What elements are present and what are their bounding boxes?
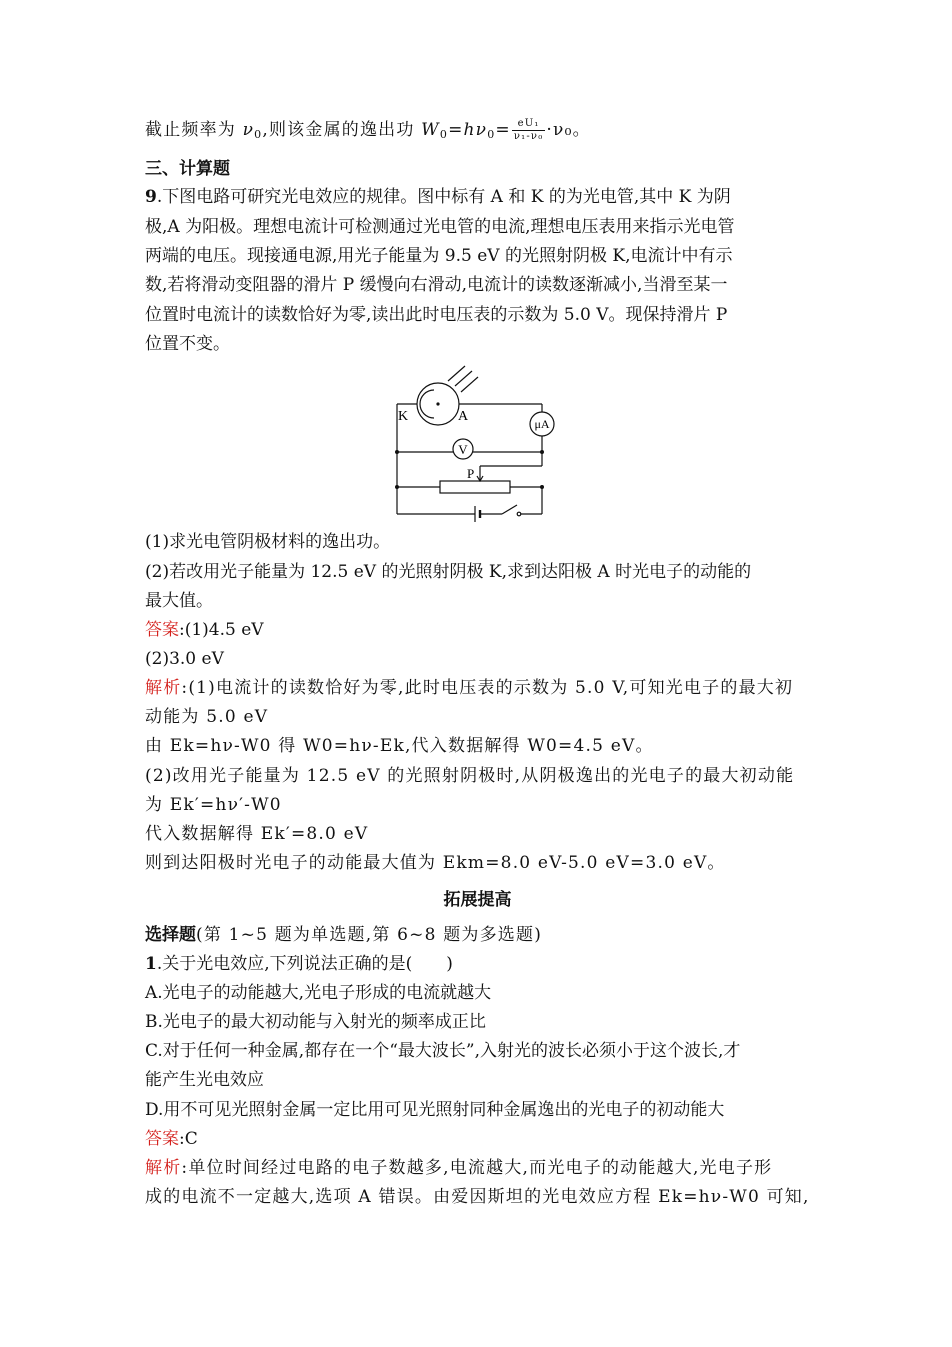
junction-dot <box>540 450 544 454</box>
label-a: A <box>458 409 469 424</box>
switch-contact <box>517 512 521 516</box>
label-voltmeter: V <box>458 442 468 457</box>
option-d: D.用不可见光照射金属一定比用可见光照射同种金属逸出的光电子的初动能大 <box>145 1100 725 1120</box>
label-k: K <box>398 409 409 424</box>
sub-question-1: (1)求光电管阴极材料的逸出功。 <box>145 532 391 552</box>
rheostat <box>440 481 510 493</box>
line-work-function-formula: 截止频率为 $\nu_0$,则该金属的逸出功 $W_0=h\nu_0=$ $\frac{\text{eU₁}}{\text{ν₁-ν₀}}$ ·ν₀。 <box>145 118 591 142</box>
question-9-line-2: 极,A 为阳极。理想电流计可检测通过光电管的电流,理想电压表用来指示光电管 <box>145 217 735 237</box>
anode-dot <box>436 402 439 405</box>
question-number: 9 <box>145 187 157 207</box>
section-title: 三、计算题 <box>145 159 230 178</box>
question-9-line-4: 数,若将滑动变阻器的滑片 P 缓慢向右滑动,电流计的读数逐渐减小,当滑至某一 <box>145 275 728 295</box>
analysis-9-line-7: 则到达阳极时光电子的动能最大值为 Ekm=8.0 eV-5.0 eV=3.0 eV。 <box>145 853 726 873</box>
option-a: A.光电子的动能越大,光电子形成的电流就越大 <box>145 983 492 1003</box>
fraction-denominator: ν₁-ν₀ <box>513 131 544 142</box>
text: :单位时间经过电路的电子数越多,电流越大,而光电子的动能越大,光电子形 <box>181 1158 773 1178</box>
extension-title: 拓展提高 <box>443 890 512 909</box>
junction-dot <box>395 485 399 489</box>
text: :(1)4.5 eV <box>179 620 264 640</box>
text: .下图电路可研究光电效应的规律。图中标有 A 和 K 的为光电管,其中 K 为阴 <box>156 187 731 207</box>
option-b: B.光电子的最大初动能与入射光的频率成正比 <box>145 1012 486 1032</box>
question-9-line-1 <box>145 184 731 210</box>
analysis-9-line-3: 由 Ek=hν-W0 得 W0=hν-Ek,代入数据解得 W0=4.5 eV。 <box>145 736 654 756</box>
analysis-1-line-1 <box>145 1155 772 1181</box>
heading-text: 选择题 <box>145 925 196 944</box>
text: .关于光电效应,下列说法正确的是( ) <box>156 954 453 974</box>
fraction-numerator: eU₁ <box>512 118 546 131</box>
label-microammeter: μA <box>534 417 550 431</box>
text: 截止频率为 <box>145 120 243 140</box>
analysis-label: 解析 <box>145 678 182 698</box>
label-p: P <box>467 466 475 481</box>
text: ν₀。 <box>553 120 591 140</box>
fraction <box>512 118 546 143</box>
junction-dot <box>395 450 399 454</box>
cathode-arc <box>420 390 434 418</box>
junction-dot <box>540 485 544 489</box>
question-9-line-3: 两端的电压。现接通电源,用光子能量为 9.5 eV 的光照射阴极 K,电流计中有示 <box>145 246 733 266</box>
sub-question-2-line-1: (2)若改用光子能量为 12.5 eV 的光照射阴极 K,求到达阳极 A 时光电子的动能的 <box>145 562 752 582</box>
analysis-label: 解析 <box>145 1158 182 1178</box>
analysis-9-line-6: 代入数据解得 Ek′=8.0 eV <box>145 824 369 844</box>
question-9-line-5: 位置时电流计的读数恰好为零,读出此时电压表的示数为 5.0 V。现保持滑片 P <box>145 305 728 325</box>
question-number: 1 <box>145 954 157 974</box>
option-c-line-2: 能产生光电效应 <box>145 1070 264 1090</box>
multiple-choice-heading <box>145 922 542 948</box>
sub-question-2-line-2: 最大值。 <box>145 591 213 611</box>
answer-9-line-1 <box>145 617 264 643</box>
circuit-diagram <box>390 364 565 524</box>
switch-blade <box>502 505 517 514</box>
analysis-9-line-1 <box>145 675 793 701</box>
question-1-stem <box>145 951 453 977</box>
answer-label: 答案 <box>145 1129 179 1149</box>
analysis-9-line-2: 动能为 5.0 eV <box>145 707 269 727</box>
answer-9-line-2: (2)3.0 eV <box>145 649 224 669</box>
text: :C <box>179 1129 198 1149</box>
analysis-9-line-4: (2)改用光子能量为 12.5 eV 的光照射阴极时,从阴极逸出的光电子的最大初动能 <box>145 766 795 786</box>
heading-note: (第 1~5 题为单选题,第 6~8 题为多选题) <box>196 925 543 945</box>
text: :(1)电流计的读数恰好为零,此时电压表的示数为 5.0 V,可知光电子的最大初 <box>181 678 794 698</box>
text: ,则该金属的逸出功 <box>262 120 422 140</box>
analysis-9-line-5: 为 Ek′=hν′-W0 <box>145 795 282 815</box>
option-c-line-1: C.对于任何一种金属,都存在一个“最大波长”,入射光的波长必须小于这个波长,才 <box>145 1041 741 1061</box>
answer-1 <box>145 1126 198 1152</box>
answer-label: 答案 <box>145 620 179 640</box>
analysis-1-line-2: 成的电流不一定越大,选项 A 错误。由爱因斯坦的光电效应方程 Ek=hν-W0 可知, <box>145 1187 810 1207</box>
question-9-line-6: 位置不变。 <box>145 334 230 354</box>
